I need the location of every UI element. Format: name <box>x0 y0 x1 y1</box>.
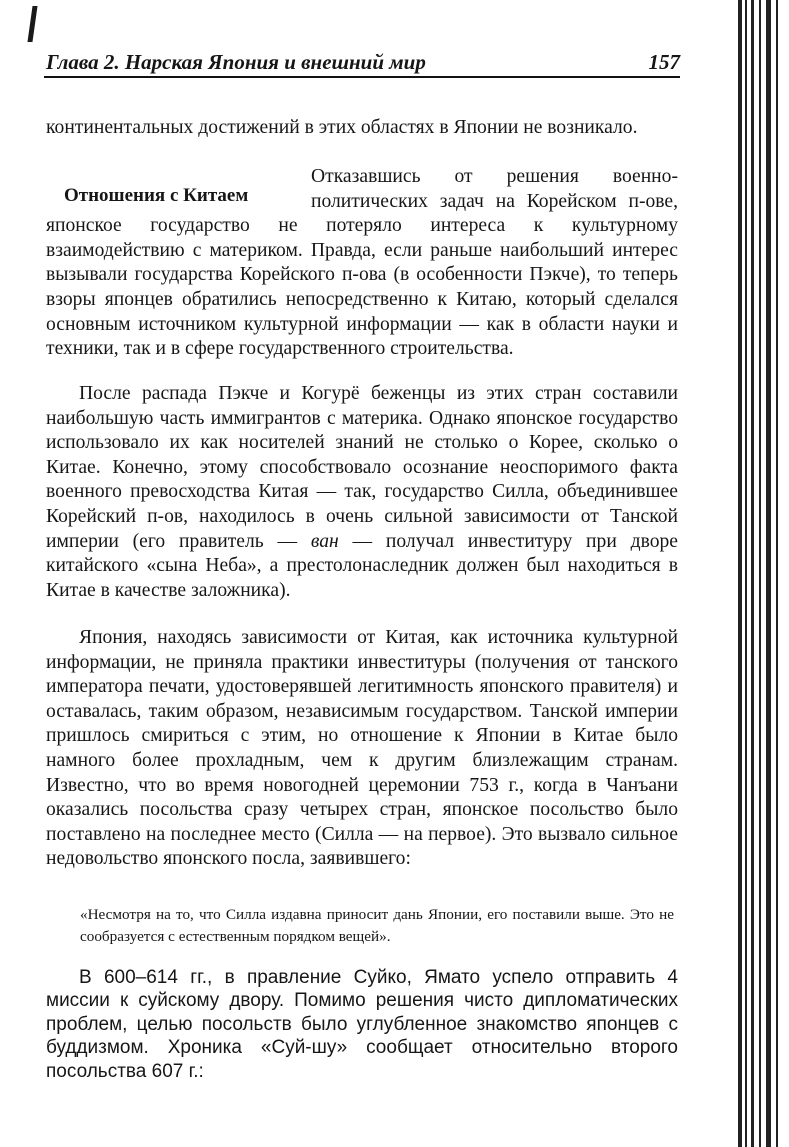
paragraph-text: После распада Пэкче и Когурё беженцы из этих стран составили наибольшую часть иммигрантов с материка. Однако японское государство использовало их как носителей знаний не столько о Корее, сколько о Китае. Конечно, этому способствовало осознание неоспоримого факта военного превосходства Китая — так, государство Силла, объединившее Корейский п-ов, находилось в очень сильной зависимости от Танской империи (его правитель — <box>46 383 678 552</box>
paragraph: В 600–614 гг., в правление Суйко, Ямато успело отправить 4 миссии к суйскому двору. Помимо решения чисто дипломатических проблем, целью посольств было углубленное знакомство японцев с буддизмом. Хроника «Суй-шу» сообщает относительно второго посольства 607 г.: <box>46 967 678 1082</box>
paragraph-block <box>46 626 678 872</box>
page-edge-line <box>766 0 771 1147</box>
italic-term: ван <box>310 530 339 552</box>
section-china-relations <box>46 165 678 362</box>
page-edge-line <box>759 0 761 1147</box>
page-edge-line <box>745 0 747 1147</box>
page-edge-line <box>776 0 778 1147</box>
block-quote <box>80 904 674 948</box>
quote-text: «Несмотря на то, что Силла издавна приносит дань Японии, его поставили выше. Это не сообразуется с естественным порядком вещей». <box>80 906 674 945</box>
chapter-title: Глава 2. Нарская Япония и внешний мир <box>46 50 426 74</box>
page-edge-line <box>751 0 754 1147</box>
section-heading: Отношения с Китаем <box>64 185 249 206</box>
paragraph <box>46 382 678 603</box>
paragraph-text: — получал инвеституру при дворе китайского «сына Неба», а престолонаследник должен был находиться в Китае в качестве заложника). <box>46 530 678 601</box>
paragraph-block <box>46 382 678 603</box>
page-number: 157 <box>648 50 680 74</box>
paragraph: континентальных достижений в этих областях в Японии не возникало. <box>46 117 638 138</box>
continued-paragraph <box>46 116 678 141</box>
running-header <box>44 50 680 78</box>
paragraph-block <box>46 966 678 1083</box>
paragraph: Отказавшись от решения военно-политических задач на Корейском п-ове, японское государство не потеряло интереса к культурному взаимодействию с материком. Правда, если раньше наибольший интерес вызывали государства Корейского п-ова (в особенности Пэкче), то теперь взоры японцев обратились непосредственно к Китаю, который сделался основным источником культурной информации — как в области науки и техники, так и в сфере государственного строительства. <box>46 166 678 360</box>
scan-artifact-mark <box>27 6 37 42</box>
page-edge-line <box>738 0 742 1147</box>
paragraph: Япония, находясь зависимости от Китая, как источника культурной информации, не приняла практики инвеституры (получения от танского императора печати, удостоверявшей легитимность японского правителя) и оставалась, таким образом, независимым государством. Танской империи пришлось смириться с этим, но отношение к Японии в Китае было намного более прохладным, чем к другим близлежащим странам. Известно, что во время новогодней церемонии 753 г., когда в Чанъани оказались посольства сразу четырех стран, японское посольство было поставлено на последнее место (Силла — на первое). Это вызвало сильное недовольство японского посла, заявившего: <box>46 627 678 870</box>
